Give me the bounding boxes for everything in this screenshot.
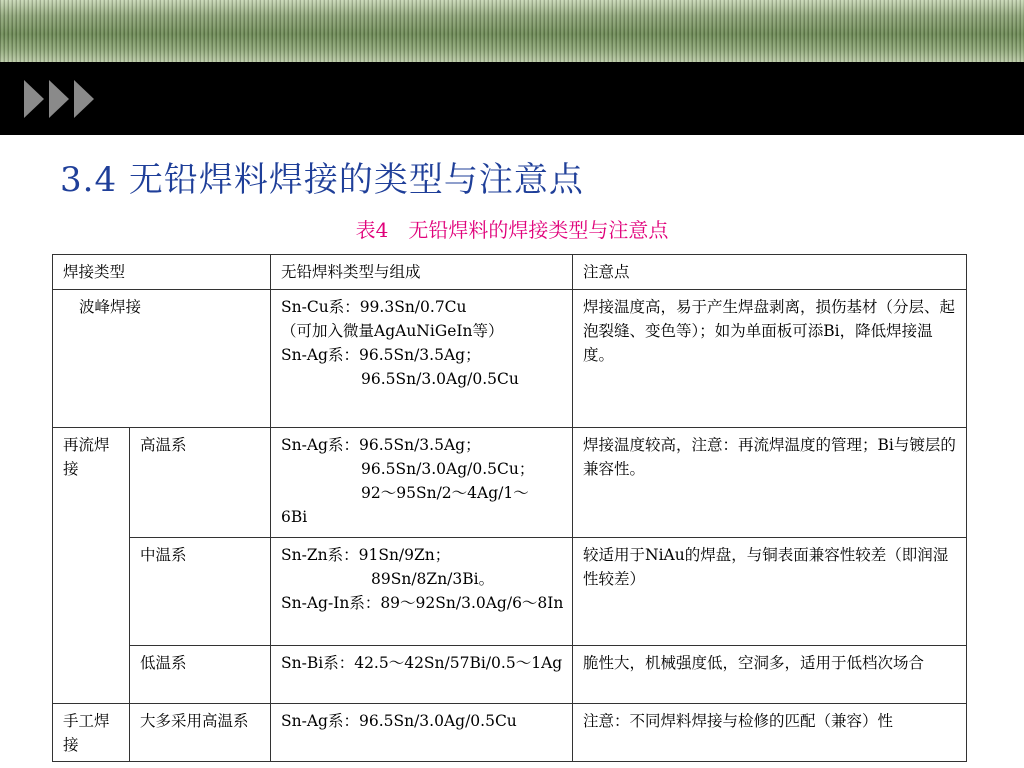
cell-type-wave — [53, 290, 271, 428]
header-cell-composition: 无铅焊料类型与组成 — [271, 255, 573, 290]
composition-line: （可加入微量AgAuNiGeIn等） — [281, 322, 504, 340]
cell-composition-manual: Sn-Ag系：96.5Sn/3.0Ag/0.5Cu — [271, 704, 573, 762]
cell-sub-high: 高温系 — [130, 428, 271, 538]
composition-line — [281, 567, 564, 591]
cell-type-reflow: 再流焊接 — [53, 428, 130, 704]
composition-line — [281, 457, 564, 481]
arrow-right-icon — [49, 80, 69, 118]
cell-type-manual: 手工焊接 — [53, 704, 130, 762]
arrow-right-icon — [24, 80, 44, 118]
table-row-reflow-mid — [53, 538, 967, 646]
table-row-wave — [53, 290, 967, 428]
composition-text: 92～95Sn/2～4Ag/1～ — [361, 484, 529, 502]
cell-sub-mid: 中温系 — [130, 538, 271, 646]
cell-composition-wave — [271, 290, 573, 428]
slide-title: 3.4 无铅焊料焊接的类型与注意点 — [60, 160, 584, 200]
composition-line: 6Bi — [281, 508, 308, 526]
nav-arrows-icon — [24, 80, 99, 120]
composition-text: 89Sn/8Zn/3Bi。 — [371, 570, 495, 588]
type-label: 波峰焊接 — [79, 298, 142, 316]
composition-line — [281, 367, 564, 391]
cell-note-high: 焊接温度较高，注意：再流焊温度的管理；Bi与镀层的兼容性。 — [573, 428, 967, 538]
cell-composition-mid — [271, 538, 573, 646]
composition-text: 96.5Sn/3.0Ag/0.5Cu； — [361, 460, 535, 478]
arrow-right-icon — [74, 80, 94, 118]
table-header-row — [53, 255, 967, 290]
cell-composition-low: Sn-Bi系：42.5～42Sn/57Bi/0.5～1Ag — [271, 646, 573, 704]
table-row-manual — [53, 704, 967, 762]
header-cell-notes: 注意点 — [573, 255, 967, 290]
solder-type-table — [52, 254, 967, 762]
composition-line: Sn-Ag系：96.5Sn/3.5Ag； — [281, 436, 481, 454]
header-black-band — [0, 62, 1024, 135]
composition-line: Sn-Cu系：99.3Sn/0.7Cu — [281, 298, 467, 316]
composition-line: Sn-Zn系：91Sn/9Zn； — [281, 546, 451, 564]
table-caption: 表4 无铅焊料的焊接类型与注意点 — [355, 218, 669, 242]
header-cell-type: 焊接类型 — [53, 255, 271, 290]
cell-note-manual: 注意：不同焊料焊接与检修的匹配（兼容）性 — [573, 704, 967, 762]
composition-line — [281, 481, 564, 505]
table-row-reflow-high — [53, 428, 967, 538]
composition-line: Sn-Ag-In系：89～92Sn/3.0Ag/6～8In — [281, 594, 564, 612]
cell-composition-high — [271, 428, 573, 538]
cell-sub-low: 低温系 — [130, 646, 271, 704]
header-texture-band — [0, 0, 1024, 62]
cell-note-mid: 较适用于NiAu的焊盘，与铜表面兼容性较差（即润湿性较差） — [573, 538, 967, 646]
composition-line: Sn-Ag系：96.5Sn/3.5Ag； — [281, 346, 481, 364]
cell-note-low: 脆性大，机械强度低，空洞多，适用于低档次场合 — [573, 646, 967, 704]
cell-note-wave: 焊接温度高，易于产生焊盘剥离，损伤基材（分层、起泡裂缝、变色等）；如为单面板可添Bi，降低焊接温度。 — [573, 290, 967, 428]
table-row-reflow-low — [53, 646, 967, 704]
composition-text: 96.5Sn/3.0Ag/0.5Cu — [361, 370, 519, 388]
cell-sub-manual: 大多采用高温系 — [130, 704, 271, 762]
